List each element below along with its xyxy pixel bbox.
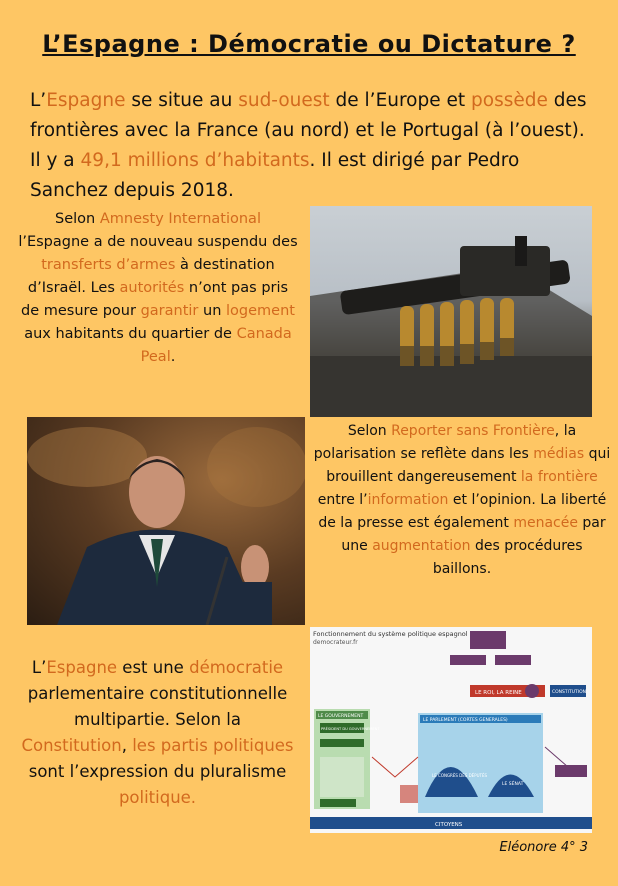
amnesty-segment: garantir xyxy=(140,303,199,319)
intro-segment: sud-ouest xyxy=(238,90,330,111)
government-label: LE GOUVERNEMENT xyxy=(318,714,364,719)
amnesty-segment: aux habitants du quartier de xyxy=(24,326,237,342)
intro-paragraph xyxy=(30,86,600,206)
president-label: PRÉSIDENT DU GOUVERNEMENT xyxy=(321,727,380,731)
constitution-segment: démocratie xyxy=(189,658,284,677)
diagram-graphic xyxy=(310,627,592,833)
constitution-segment: , xyxy=(121,736,133,755)
amnesty-segment: transferts d’armes xyxy=(41,257,176,273)
intro-segment: de l’Europe et xyxy=(329,90,472,111)
diagram-source: democrateur.fr xyxy=(313,639,358,646)
amnesty-segment: logement xyxy=(226,303,295,319)
amnesty-segment: un xyxy=(198,303,226,319)
amnesty-segment: autorités xyxy=(119,280,185,296)
rsf-segment: menacée xyxy=(513,515,578,531)
intro-segment: L’ xyxy=(30,90,47,111)
amnesty-segment: . xyxy=(170,349,176,365)
rsf-segment: et l’opinion. La liberté de la presse est également xyxy=(318,492,607,531)
congress-label: LE CONGRÈS DES DÉPUTÉS xyxy=(432,773,488,778)
constitution-segment: L’ xyxy=(31,658,47,677)
machine-gun-photo xyxy=(310,206,592,417)
amnesty-paragraph xyxy=(18,208,298,369)
political-system-diagram xyxy=(310,627,592,833)
constitution-segment: Constitution xyxy=(21,736,122,755)
rsf-segment: Selon xyxy=(347,423,392,439)
constitution-segment: Espagne xyxy=(46,658,118,677)
parliament-label: LE PARLEMENT (CORTES GENERALES) xyxy=(423,718,508,723)
intro-segment: se situe au xyxy=(125,90,239,111)
amnesty-segment: Canada Peal xyxy=(140,326,292,365)
citizens-label: CITOYENS xyxy=(435,822,463,828)
constitution-segment: les partis politiques xyxy=(132,736,294,755)
constitution-segment: parlementaire constitutionnelle multipartie. Selon la xyxy=(27,684,288,729)
page-title: L’Espagne : Démocratie ou Dictature ? xyxy=(42,30,576,58)
intro-segment: Espagne xyxy=(46,90,126,111)
rsf-segment: médias xyxy=(533,446,585,462)
signature: Eléonore 4° 3 xyxy=(499,840,588,855)
constitution-label: CONSTITUTION xyxy=(552,690,587,695)
rsf-paragraph xyxy=(312,420,612,581)
intro-segment: des frontières avec la France (au nord) et le Portugal (à l’ouest). Il y a xyxy=(30,90,587,171)
constitution-segment: est une xyxy=(117,658,190,677)
king-label: LE ROI, LA REINE xyxy=(475,690,522,696)
pedro-sanchez-photo xyxy=(27,417,305,625)
parliament-panel xyxy=(418,713,543,813)
amnesty-segment: n’ont pas pris de mesure pour xyxy=(21,280,289,319)
constitution-segment: sont l’expression du pluralisme xyxy=(28,762,287,781)
constitution-segment: politique. xyxy=(118,788,197,807)
rsf-segment: entre l’ xyxy=(317,492,368,508)
amnesty-segment: l’Espagne a de nouveau suspendu des xyxy=(18,234,298,250)
amnesty-segment: Amnesty International xyxy=(99,211,261,227)
rsf-segment: Reporter sans Frontière xyxy=(391,423,555,439)
constitution-paragraph xyxy=(20,655,295,811)
diagram-caption: Fonctionnement du système politique espagnol xyxy=(313,630,468,638)
senate-label: LE SÉNAT xyxy=(502,782,524,787)
speaker-illustration xyxy=(27,417,305,625)
amnesty-segment: à destination d’Israël. Les xyxy=(27,257,275,296)
rsf-segment: la frontière xyxy=(520,469,598,485)
rsf-segment: des procédures baillons. xyxy=(432,538,583,577)
rsf-segment: par une xyxy=(341,515,606,554)
machine-gun-illustration xyxy=(310,206,592,417)
amnesty-segment: Selon xyxy=(55,211,100,227)
rsf-segment: , la polarisation se reflète dans les xyxy=(313,423,577,462)
rsf-segment: qui brouillent dangereusement xyxy=(326,446,611,485)
intro-segment: 49,1 millions d’habitants xyxy=(80,150,310,171)
rsf-segment: information xyxy=(367,492,449,508)
rsf-segment: augmentation xyxy=(372,538,471,554)
intro-segment: possède xyxy=(471,90,548,111)
intro-segment: . Il est dirigé par Pedro Sanchez depuis 2018. xyxy=(30,150,520,201)
